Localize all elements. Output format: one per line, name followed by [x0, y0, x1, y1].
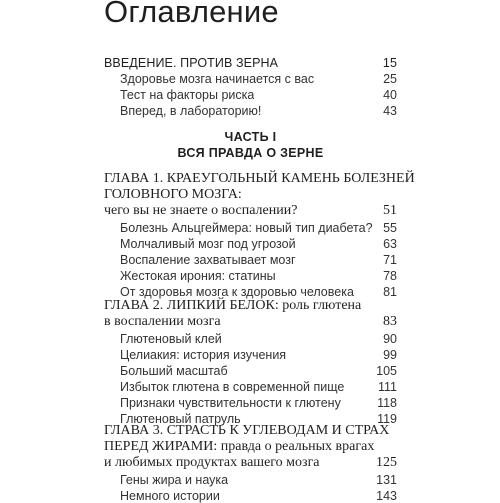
toc-page-number: 63	[383, 237, 397, 251]
toc-page-number: 15	[382, 56, 397, 70]
toc-subentry[interactable]	[120, 489, 397, 503]
toc-entry-title: ВВЕДЕНИЕ. ПРОТИВ ЗЕРНА	[104, 56, 279, 70]
toc-subentry[interactable]	[120, 285, 397, 299]
toc-page-number: 90	[383, 332, 397, 346]
toc-page-number: 78	[383, 269, 397, 283]
toc-subentry[interactable]	[120, 380, 397, 394]
toc-page-number: 131	[376, 473, 397, 487]
toc-page-number: 83	[383, 314, 397, 329]
toc-page-number: 51	[383, 203, 397, 218]
toc-page-number: 71	[383, 253, 397, 267]
toc-entry-chapter-1[interactable]	[104, 203, 397, 219]
chapter-title-line: чего вы не знаете о воспалении?	[104, 203, 298, 218]
toc-page-number: 118	[377, 396, 397, 410]
part-label: ЧАСТЬ I	[224, 130, 277, 144]
part-title: ВСЯ ПРАВДА О ЗЕРНЕ	[177, 146, 324, 160]
toc-page-number: 105	[376, 364, 397, 378]
toc-subentry[interactable]	[120, 396, 397, 410]
chapter-title-line: ПЕРЕД ЖИРАМИ: правда о реальных врагах	[104, 439, 375, 454]
chapter-title-line: ГОЛОВНОГО МОЗГА:	[104, 187, 242, 202]
toc-page-number: 55	[383, 221, 397, 235]
toc-entry-chapter-2[interactable]	[104, 314, 397, 330]
page-title: Оглавление	[104, 0, 279, 29]
chapter-title-line: ГЛАВА 1. КРАЕУГОЛЬНЫЙ КАМЕНЬ БОЛЕЗНЕЙ	[104, 171, 415, 186]
toc-subentry[interactable]	[120, 237, 397, 251]
toc-subentry[interactable]	[120, 269, 397, 283]
toc-subentry-label: Избыток глютена в современной пище	[120, 380, 345, 394]
toc-page-number: 99	[383, 348, 397, 362]
toc-subentry[interactable]	[120, 364, 397, 378]
chapter-title-line: ГЛАВА 2. ЛИПКИЙ БЕЛОК: роль глютена	[104, 298, 362, 313]
toc-page-number: 81	[383, 285, 397, 299]
toc-subentry[interactable]	[120, 104, 397, 118]
toc-subentry[interactable]	[120, 72, 397, 86]
toc-subentry-label: Глютеновый патруль	[120, 412, 241, 426]
toc-subentry-label: Здоровье мозга начинается с вас	[120, 72, 315, 86]
toc-subentry-label: От здоровья мозга к здоровью человека	[120, 285, 354, 299]
toc-subentry-label: Гены жира и наука	[120, 473, 229, 487]
toc-subentry-label: Целиакия: история изучения	[120, 348, 287, 362]
toc-entry-chapter-3[interactable]	[104, 455, 397, 471]
chapter-title-line: и любимых продуктах вашего мозга	[104, 455, 320, 470]
toc-page-number: 25	[383, 72, 397, 86]
toc-subentry[interactable]	[120, 221, 397, 235]
toc-subentry-label: Признаки чувствительности к глютену	[120, 396, 341, 410]
toc-subentry[interactable]	[120, 88, 397, 102]
toc-page-number: 43	[383, 104, 397, 118]
toc-entry-intro[interactable]	[104, 56, 397, 70]
toc-page-number: 119	[377, 412, 397, 426]
toc-subentry[interactable]	[120, 473, 397, 487]
toc-subentry-label: Больший масштаб	[120, 364, 228, 378]
toc-subentry-label: Глютеновый клей	[120, 332, 222, 346]
toc-page-number: 111	[377, 380, 397, 394]
chapter-title-line: в воспалении мозга	[104, 314, 221, 329]
toc-subentry[interactable]	[120, 253, 397, 267]
toc-page-number: 40	[383, 88, 397, 102]
toc-subentry-label: Вперед, в лабораторию!	[120, 104, 262, 118]
toc-subentry-label: Болезнь Альцгеймера: новый тип диабета?	[120, 221, 373, 235]
toc-subentry[interactable]	[120, 348, 397, 362]
toc-page-number: 125	[376, 455, 397, 470]
toc-subentry-label: Тест на факторы риска	[120, 88, 255, 102]
toc-subentry[interactable]	[120, 332, 397, 346]
toc-subentry-label: Жестокая ирония: статины	[120, 269, 276, 283]
toc-subentry-label: Воспаление захватывает мозг	[120, 253, 296, 267]
toc-subentry-label: Немного истории	[120, 489, 220, 503]
toc-page-number: 143	[376, 489, 397, 503]
chapter-title-line: ГЛАВА 3. СТРАСТЬ К УГЛЕВОДАМ И СТРАХ	[104, 423, 390, 438]
toc-subentry-label: Молчаливый мозг под угрозой	[120, 237, 296, 251]
